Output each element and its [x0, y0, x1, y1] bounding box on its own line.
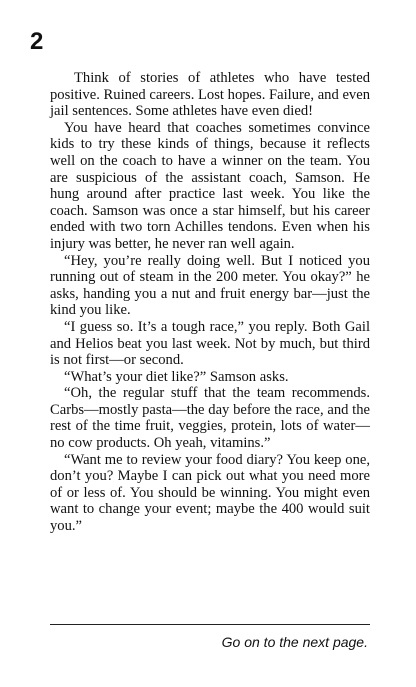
paragraph: You have heard that coaches sometimes convince kids to try these kinds of things, because it reflects well on the coach to have a winner on the team. You are suspicious of the assistant coach, Samson. He hung around after practice last week. You like the coach. Samson was once a star himself, but his career ended with two torn Achilles tendons. Even when his injury was better, he never ran well again.: [50, 119, 370, 252]
paragraph: “Hey, you’re really doing well. But I noticed you running out of steam in the 200 meter. You okay?” he asks, handing you a nut and fruit energy bar—just the kind you like.: [50, 252, 370, 319]
next-page-note: Go on to the next page.: [221, 634, 368, 650]
page-number: 2: [30, 28, 44, 55]
paragraph: “Oh, the regular stuff that the team recommends. Carbs—mostly pasta—the day before the race, and the rest of the time fruit, veggies, protein, lots of water—no cow products. Oh yeah, vitamins.”: [50, 385, 370, 452]
story-text: [50, 70, 370, 535]
paragraph: “Want me to review your food diary? You keep one, don’t you? Maybe I can pick out what you need more of or less of. You should be winning. You might even want to change your event; maybe the 400 would suit you.”: [50, 451, 370, 535]
paragraph: Think of stories of athletes who have tested positive. Ruined careers. Lost hopes. Failure, and even jail sentences. Some athletes have even died!: [50, 70, 370, 120]
paragraph: “What’s your diet like?” Samson asks.: [64, 368, 289, 385]
paragraph: “I guess so. It’s a tough race,” you reply. Both Gail and Helios beat you last week. Not by much, but third is not first—or second.: [50, 318, 370, 369]
footer-divider: [50, 624, 370, 625]
